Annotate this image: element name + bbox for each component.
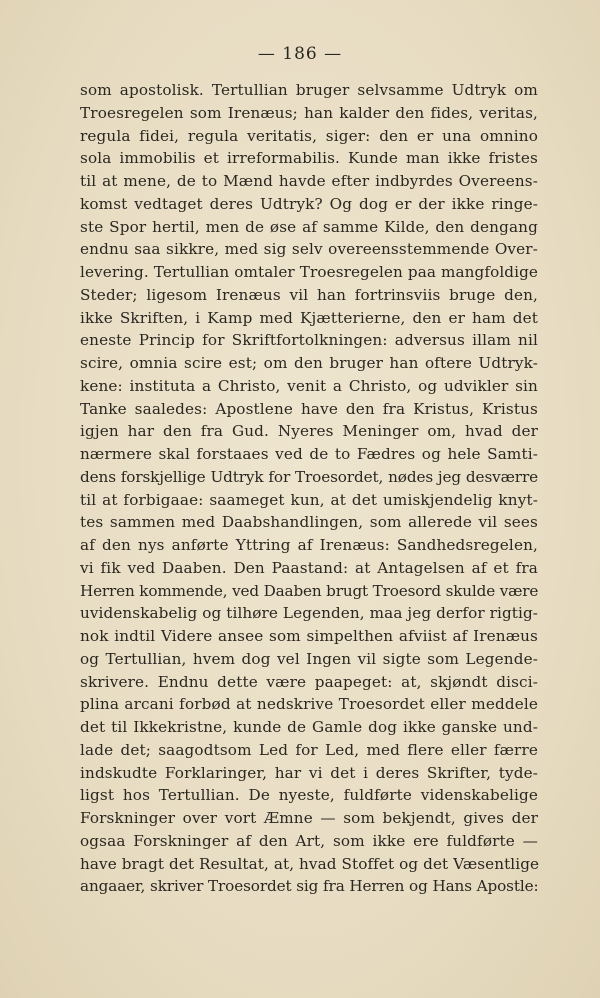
text-line: angaaer, skriver Troesordet sig fra Herren og Hans Apostle: (80, 877, 539, 896)
text-line: Tanke saaledes: Apostlene have den fra Kristus, Kristus (80, 399, 538, 418)
text-line: og Tertullian, hvem dog vel Ingen vil sigte som Legende- (80, 649, 538, 668)
text-line: uvidenskabelig og tilhøre Legenden, maa jeg derfor rigtig- (80, 604, 538, 623)
text-line: Steder; ligesom Irenæus vil han fortrinsviis bruge den, (80, 285, 538, 304)
text-line: det til Ikkekristne, kunde de Gamle dog ikke ganske und- (80, 718, 538, 736)
text-line: skrivere. Endnu dette være paapeget: at, skjøndt disci- (80, 672, 538, 691)
text-line: nærmere skal forstaaes ved de to Fædres og hele Samti- (80, 445, 538, 463)
text-line: til at mene, de to Mænd havde efter indbyrdes Overeens- (80, 172, 538, 190)
text-line: igjen har den fra Gud. Nyeres Meninger om, hvad der (80, 422, 538, 441)
text-line: plina arcani forbød at nedskrive Troesordet eller meddele (80, 695, 538, 714)
text-line: scire, omnia scire est; om den bruger han oftere Udtryk- (80, 354, 538, 372)
text-line: komst vedtaget deres Udtryk? Og dog er der ikke ringe- (80, 194, 538, 213)
text-line: dens forskjellige Udtryk for Troesordet, nødes jeg desværre (80, 467, 538, 486)
page-number: — 186 — (257, 44, 343, 64)
text-line: Forskninger over vort Æmne — som bekjendt, gives der (80, 809, 538, 827)
text-line: Herren kommende, ved Daaben brugt Troesord skulde være (80, 581, 539, 600)
text-line: have bragt det Resultat, at, hvad Stoffet og det Væsentlige (80, 854, 540, 873)
text-line: lade det; saagodtsom Led for Led, med flere eller færre (80, 740, 538, 759)
text-line: Troesregelen som Irenæus; han kalder den fides, veritas, (80, 103, 538, 122)
text-line: af den nys anførte Yttring af Irenæus: Sandhedsregelen, (80, 536, 538, 554)
text-line: ligst hos Tertullian. De nyeste, fuldførte videnskabelige (80, 786, 538, 805)
text-line: sola immobilis et irreformabilis. Kunde man ikke fristes (80, 149, 538, 168)
text-line: kene: instituta a Christo, venit a Christo, og udvikler sin (80, 376, 538, 395)
text-line: indskudte Forklaringer, har vi det i deres Skrifter, tyde- (80, 763, 538, 782)
text-line: levering. Tertullian omtaler Troesregelen paa mangfoldige (80, 263, 538, 281)
text-line: endnu saa sikkre, med sig selv overeensstemmende Over- (80, 240, 538, 259)
text-line: nok indtil Videre ansee som simpelthen afviist af Irenæus (80, 627, 538, 645)
body-text (80, 79, 538, 898)
text-line: vi fik ved Daaben. Den Paastand: at Antagelsen af et fra (80, 558, 538, 577)
text-line: ogsaa Forskninger af den Art, som ikke ere fuldførte — (80, 831, 538, 850)
text-line: ste Spor hertil, men de øse af samme Kilde, den dengang (80, 217, 538, 236)
text-line: til at forbigaae: saameget kun, at det umiskjendelig knyt- (80, 490, 538, 509)
text-line: regula fidei, regula veritatis, siger: den er una omnino (80, 126, 538, 145)
text-line: tes sammen med Daabshandlingen, som allerede vil sees (80, 513, 538, 532)
text-line: eneste Princip for Skriftfortolkningen: adversus illam nil (80, 331, 538, 350)
text-line: som apostolisk. Tertullian bruger selvsamme Udtryk om (80, 81, 538, 99)
text-line: ikke Skriften, i Kamp med Kjætterierne, den er ham det (80, 308, 538, 327)
